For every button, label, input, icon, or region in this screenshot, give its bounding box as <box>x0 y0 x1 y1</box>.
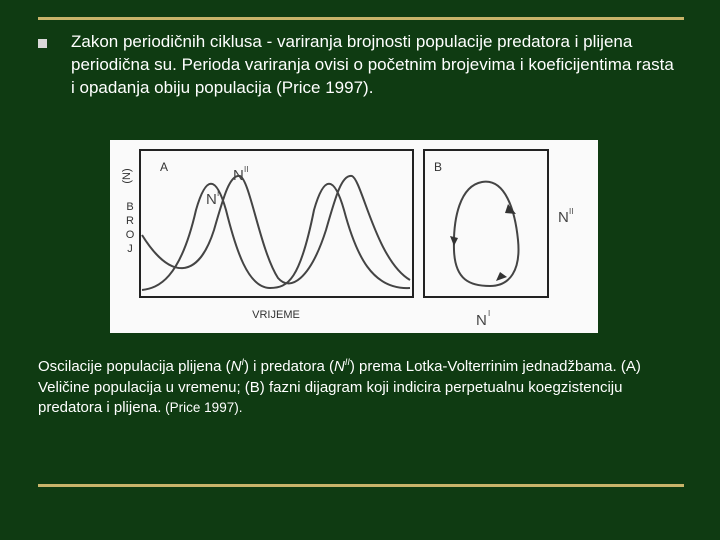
phase-cycle <box>454 182 519 286</box>
panel-a-predator-label: N <box>233 167 244 184</box>
bullet-text: Zakon periodičnih ciklusa - variranja brojnosti populacije predatora i plijena periodična su. Perioda variranja ovisi o početnim brojevima i koeficijentima rasta i opadanja obiju populacija (Price 1997). <box>71 32 674 97</box>
panel-a-y-label-j: J <box>127 243 133 255</box>
panel-b-letter: B <box>434 160 443 174</box>
caption-prey-symbol-sup: I <box>241 357 244 367</box>
bullet-square-icon <box>38 39 47 48</box>
panel-a-prey-label: N <box>206 191 217 208</box>
panel-a-y-label-o: O <box>125 229 135 241</box>
caption-part1: Oscilacije populacija plijena ( <box>38 358 231 375</box>
panel-a-y-label-n: (N) <box>121 168 133 184</box>
caption-prey-symbol: N <box>230 358 242 375</box>
bottom-divider <box>38 484 684 487</box>
arrow-left-icon <box>450 236 458 246</box>
top-divider <box>38 17 684 20</box>
panel-b-y-label-sup: II <box>569 207 574 216</box>
caption-predator-symbol: N <box>334 358 345 375</box>
caption-predator-symbol-sup: II <box>344 357 350 367</box>
panel-a-letter: A <box>160 160 169 174</box>
caption-part3: ) prema Lotka-Volterrinim jednadžbama. (A) Veličine populacija u vremenu; (B) fazni dijagram koji indicira perpetualnu koegzistenciju predatora i plijena. <box>38 358 641 416</box>
panel-a-y-label-r: R <box>126 215 134 227</box>
panel-b-frame <box>424 150 548 297</box>
predator-curve <box>142 176 410 284</box>
panel-b-y-label: N <box>558 209 569 226</box>
caption-citation: (Price 1997). <box>161 400 243 415</box>
predator-prey-figure <box>110 140 598 333</box>
figure-caption <box>38 352 668 419</box>
panel-a-predator-label-sup: II <box>244 165 249 174</box>
caption-part2: ) i predatora ( <box>243 358 335 375</box>
panel-b-x-label-sup: I <box>488 309 491 318</box>
figure-svg <box>110 140 598 333</box>
arrow-bottom-icon <box>496 272 507 281</box>
panel-a-y-label-b: B <box>126 201 134 213</box>
panel-a-prey-label-sup: I <box>217 189 220 198</box>
panel-b-x-label: N <box>476 312 487 329</box>
panel-a-x-label: VRIJEME <box>252 309 300 321</box>
